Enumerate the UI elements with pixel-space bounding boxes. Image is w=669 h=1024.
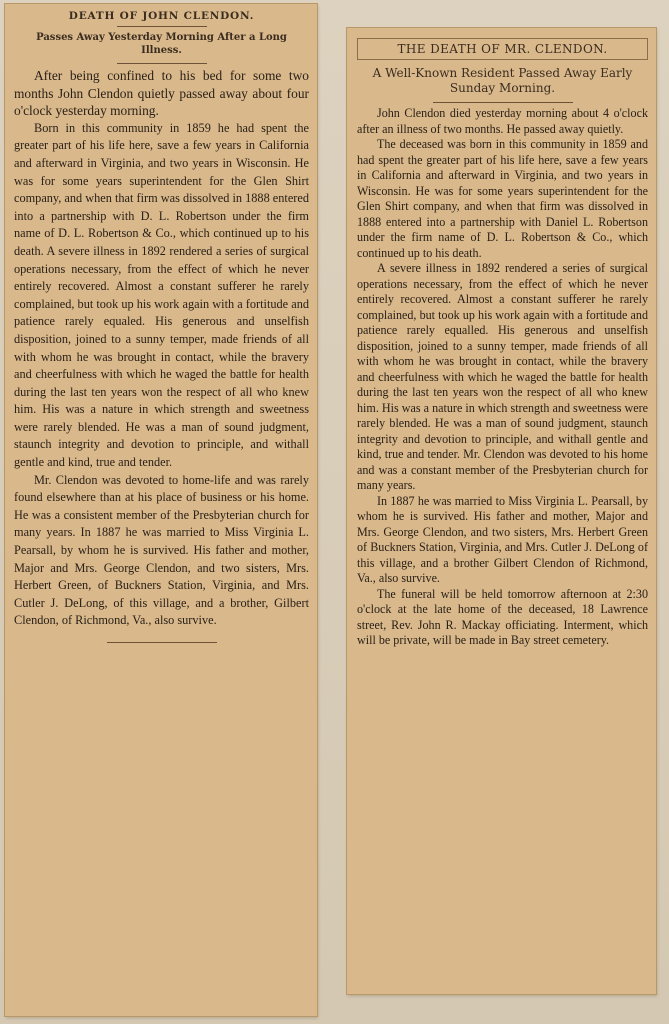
left-end-rule [107, 642, 217, 643]
left-paragraph-3: Mr. Clendon was devoted to home-life and was rarely found elsewhere than at his place of business or his home. He was a consistent member of the Presbyterian church for many years. In 1887 he was married to Miss Virginia L. Pearsall, by whom he is survived. His father and mother, Major and Mrs. George Clendon, and two sisters, Mrs. Herbert Green, of Buckners Station, Virginia, and Mrs. Cutler J. DeLong, of this village, and a brother, Gilbert Clendon, of Richmond, Va., also survive. [14, 472, 309, 628]
left-subheadline-rule [117, 63, 207, 64]
right-paragraph-4: In 1887 he was married to Miss Virginia L. Pearsall, by whom he is survived. His father and mother, Major and Mrs. George Clendon, and two sisters, Mrs. Herbert Green of Buckners Station, Virginia, and Mrs. Cutler J. DeLong of this village, and a brother Gilbert Clendon of Richmond, Va., also survive. [357, 493, 648, 585]
left-headline-rule [117, 26, 207, 27]
right-paragraph-3: A severe illness in 1892 rendered a series of surgical operations necessary, from the effect of which he never entirely recovered. Almost a constant sufferer he rarely complained, but took up his work again with a fortitude and patience rarely equalled. His generous and unselfish disposition, joined to a sunny temper, made friends of all with whom he was brought in contact, while the bravery and cheerfulness with which he waged the battle for health during the last ten years won the respect of all who knew him. His was a nature in which strength and sweetness were rarely blended. He was a man of sound judgment, staunch integrity and devotion to principle, and withall gentle and kind, true and tender. Mr. Clendon was devoted to his home and was a constant member of the Presbyterian church for many years. [357, 261, 648, 492]
right-paragraph-2: The deceased was born in this community in 1859 and had spent the greater part of his life here, save a few years in California and afterward in Virginia, and two years in Wisconsin. He was for some years superintendent for the Glen Shirt company, and when that firm was dissolved in 1888 entered into a partnership with Daniel L. Robertson under the firm name of D. L. Robertson & Co., which continued up to his death. [357, 137, 648, 260]
left-newspaper-clipping [5, 4, 317, 1016]
right-newspaper-clipping [347, 28, 656, 994]
left-headline: DEATH OF JOHN CLENDON. [68, 10, 255, 22]
left-article-body [14, 67, 309, 630]
right-article-body [357, 106, 648, 649]
right-subheadline: A Well-Known Resident Passed Away Early Sunday Morning. [372, 66, 633, 95]
left-subheadline: Passes Away Yesterday Morning After a Long Illness. [36, 32, 287, 56]
right-paragraph-5: The funeral will be held tomorrow afternoon at 2:30 o'clock at the late home of the deceased, 18 Lawrence street, Rev. John R. Mackay officiating. Interment, which will be private, will be made in Bay street cemetery. [357, 586, 648, 647]
right-headline: THE DEATH OF MR. CLENDON. [357, 38, 648, 60]
right-subheadline-rule [433, 102, 573, 103]
left-paragraph-2: Born in this community in 1859 he had spent the greater part of his life here, save a few years in California and afterward in Virginia, and two years in Wisconsin. He was for some years superintendent for the Glen Shirt company, and when that firm was dissolved in 1888 entered into a partnership with D. L. Robertson under the firm name of D. L. Robertson & Co., which continued up to his death. A severe illness in 1892 rendered a series of surgical operations necessary, from the effect of which he never entirely recovered. Almost a constant sufferer he rarely complained, but took up his work again with a fortitude and patience rarely equaled. His generous and unselfish disposition, joined to a sunny temper, made friends of all with whom he was brought in contact, while the bravery and cheerfulness with which he waged the battle for health during the last ten years won the respect of all who knew him. His was a nature in which strength and sweetness were rarely blended. He was a man of sound judgment, staunch integrity and devotion to principle, and withall gentle and kind, true and tender. [14, 120, 309, 470]
left-paragraph-1: After being confined to his bed for some two months John Clendon quietly passed away about four o'clock yesterday morning. [14, 68, 309, 119]
right-paragraph-1: John Clendon died yesterday morning about 4 o'clock after an illness of two months. He passed away quietly. [357, 106, 648, 136]
